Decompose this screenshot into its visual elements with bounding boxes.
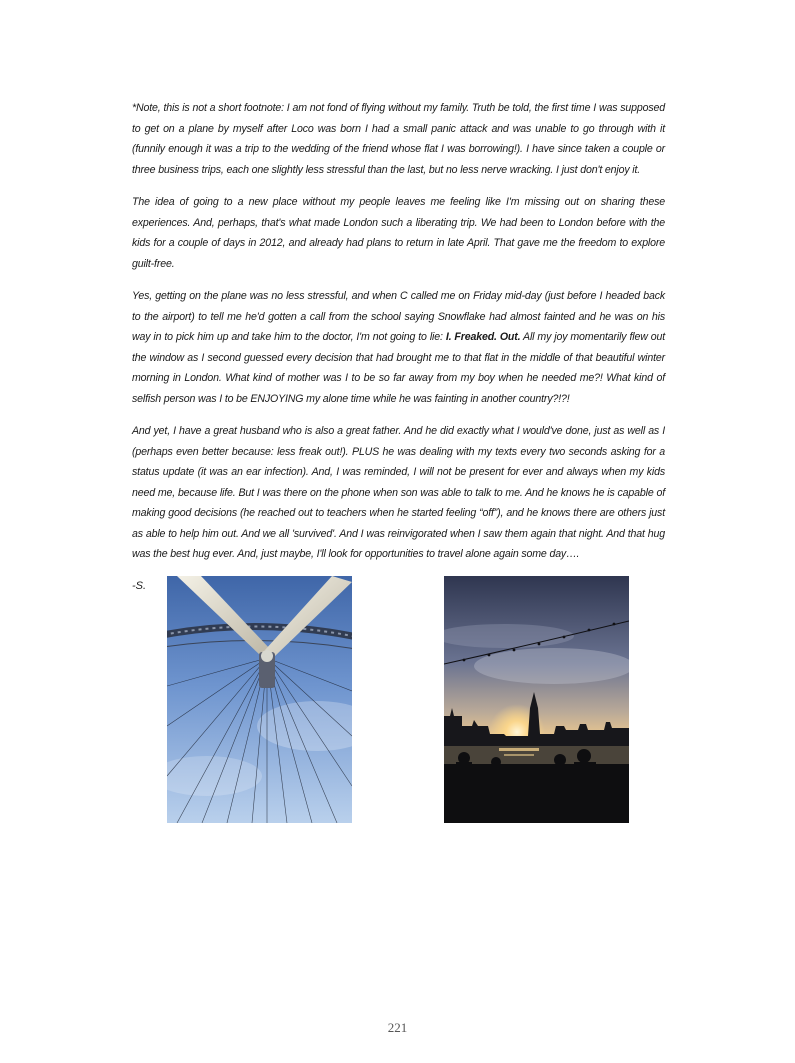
page-number: 221: [387, 1020, 408, 1035]
page-body: [132, 98, 665, 595]
london-eye-photo: [167, 576, 352, 823]
westminster-sunset-photo: [444, 576, 629, 823]
paragraph-london-trip: The idea of going to a new place without my people leaves me feeling like I'm missing out on sharing these experiences. And, perhaps, that's what made London such a liberating trip. We had been to London before with the kids for a couple of days in 2012, and already had plans to return in late April. That gave me the freedom to explore guilt-free.: [132, 196, 665, 270]
paragraph-text-after: All my joy momentarily flew out the window as I second guessed every decision that had brought me to that flat in the middle of that beautiful winter morning in London. What kind of mother was I to be so far away from my boy when he needed me?! What kind of selfish person was I to be ENJOYING my alone time while he was fainting in another country?!?!: [132, 331, 665, 405]
signoff: -S.: [132, 579, 147, 592]
paragraph-footnote: *Note, this is not a short footnote: I am not fond of flying without my family. Truth be told, the first time I was supposed to get on a plane by myself after Loco was born I had a small panic attack and was unable to go through with it (funnily enough it was a trip to the wedding of the friend whose flat I was borrowing!). I have since taken a couple or three business trips, each one slightly less stressful than the last, but no less nerve wracking. I just don't enjoy it.: [132, 102, 665, 176]
paragraph-great-husband: And yet, I have a great husband who is also a great father. And he did exactly what I would've done, just as well as I (perhaps even better because: less freak out!). PLUS he was dealing with my texts every two seconds asking for a status update (it was an ear infection). And, I was reminded, I will not be present for ever and always when my kids need me, because life. But I was there on the phone when son was able to talk to me. And he knows he is capable of making good decisions (he reached out to teachers when he started feeling “off”), and he knows there are others just as able to help him out. And we all 'survived'. And I was reinvigorated when I saw them again that night. And that hug was the best hug ever. And, just maybe, I'll look for opportunities to travel alone again some day….: [132, 425, 665, 560]
paragraph-text-before: Yes, getting on the plane was no less stressful, and when C called me on Friday mid-day (just before I headed back to the airport) to tell me he'd gotten a call from the school saying Snowflake had almost fainted and he was on his way in to pick him up and take him to the doctor, I'm not going to lie:: [132, 290, 665, 343]
paragraph-freaked-out: [132, 286, 665, 409]
bold-emphasis: I. Freaked. Out.: [445, 331, 521, 343]
